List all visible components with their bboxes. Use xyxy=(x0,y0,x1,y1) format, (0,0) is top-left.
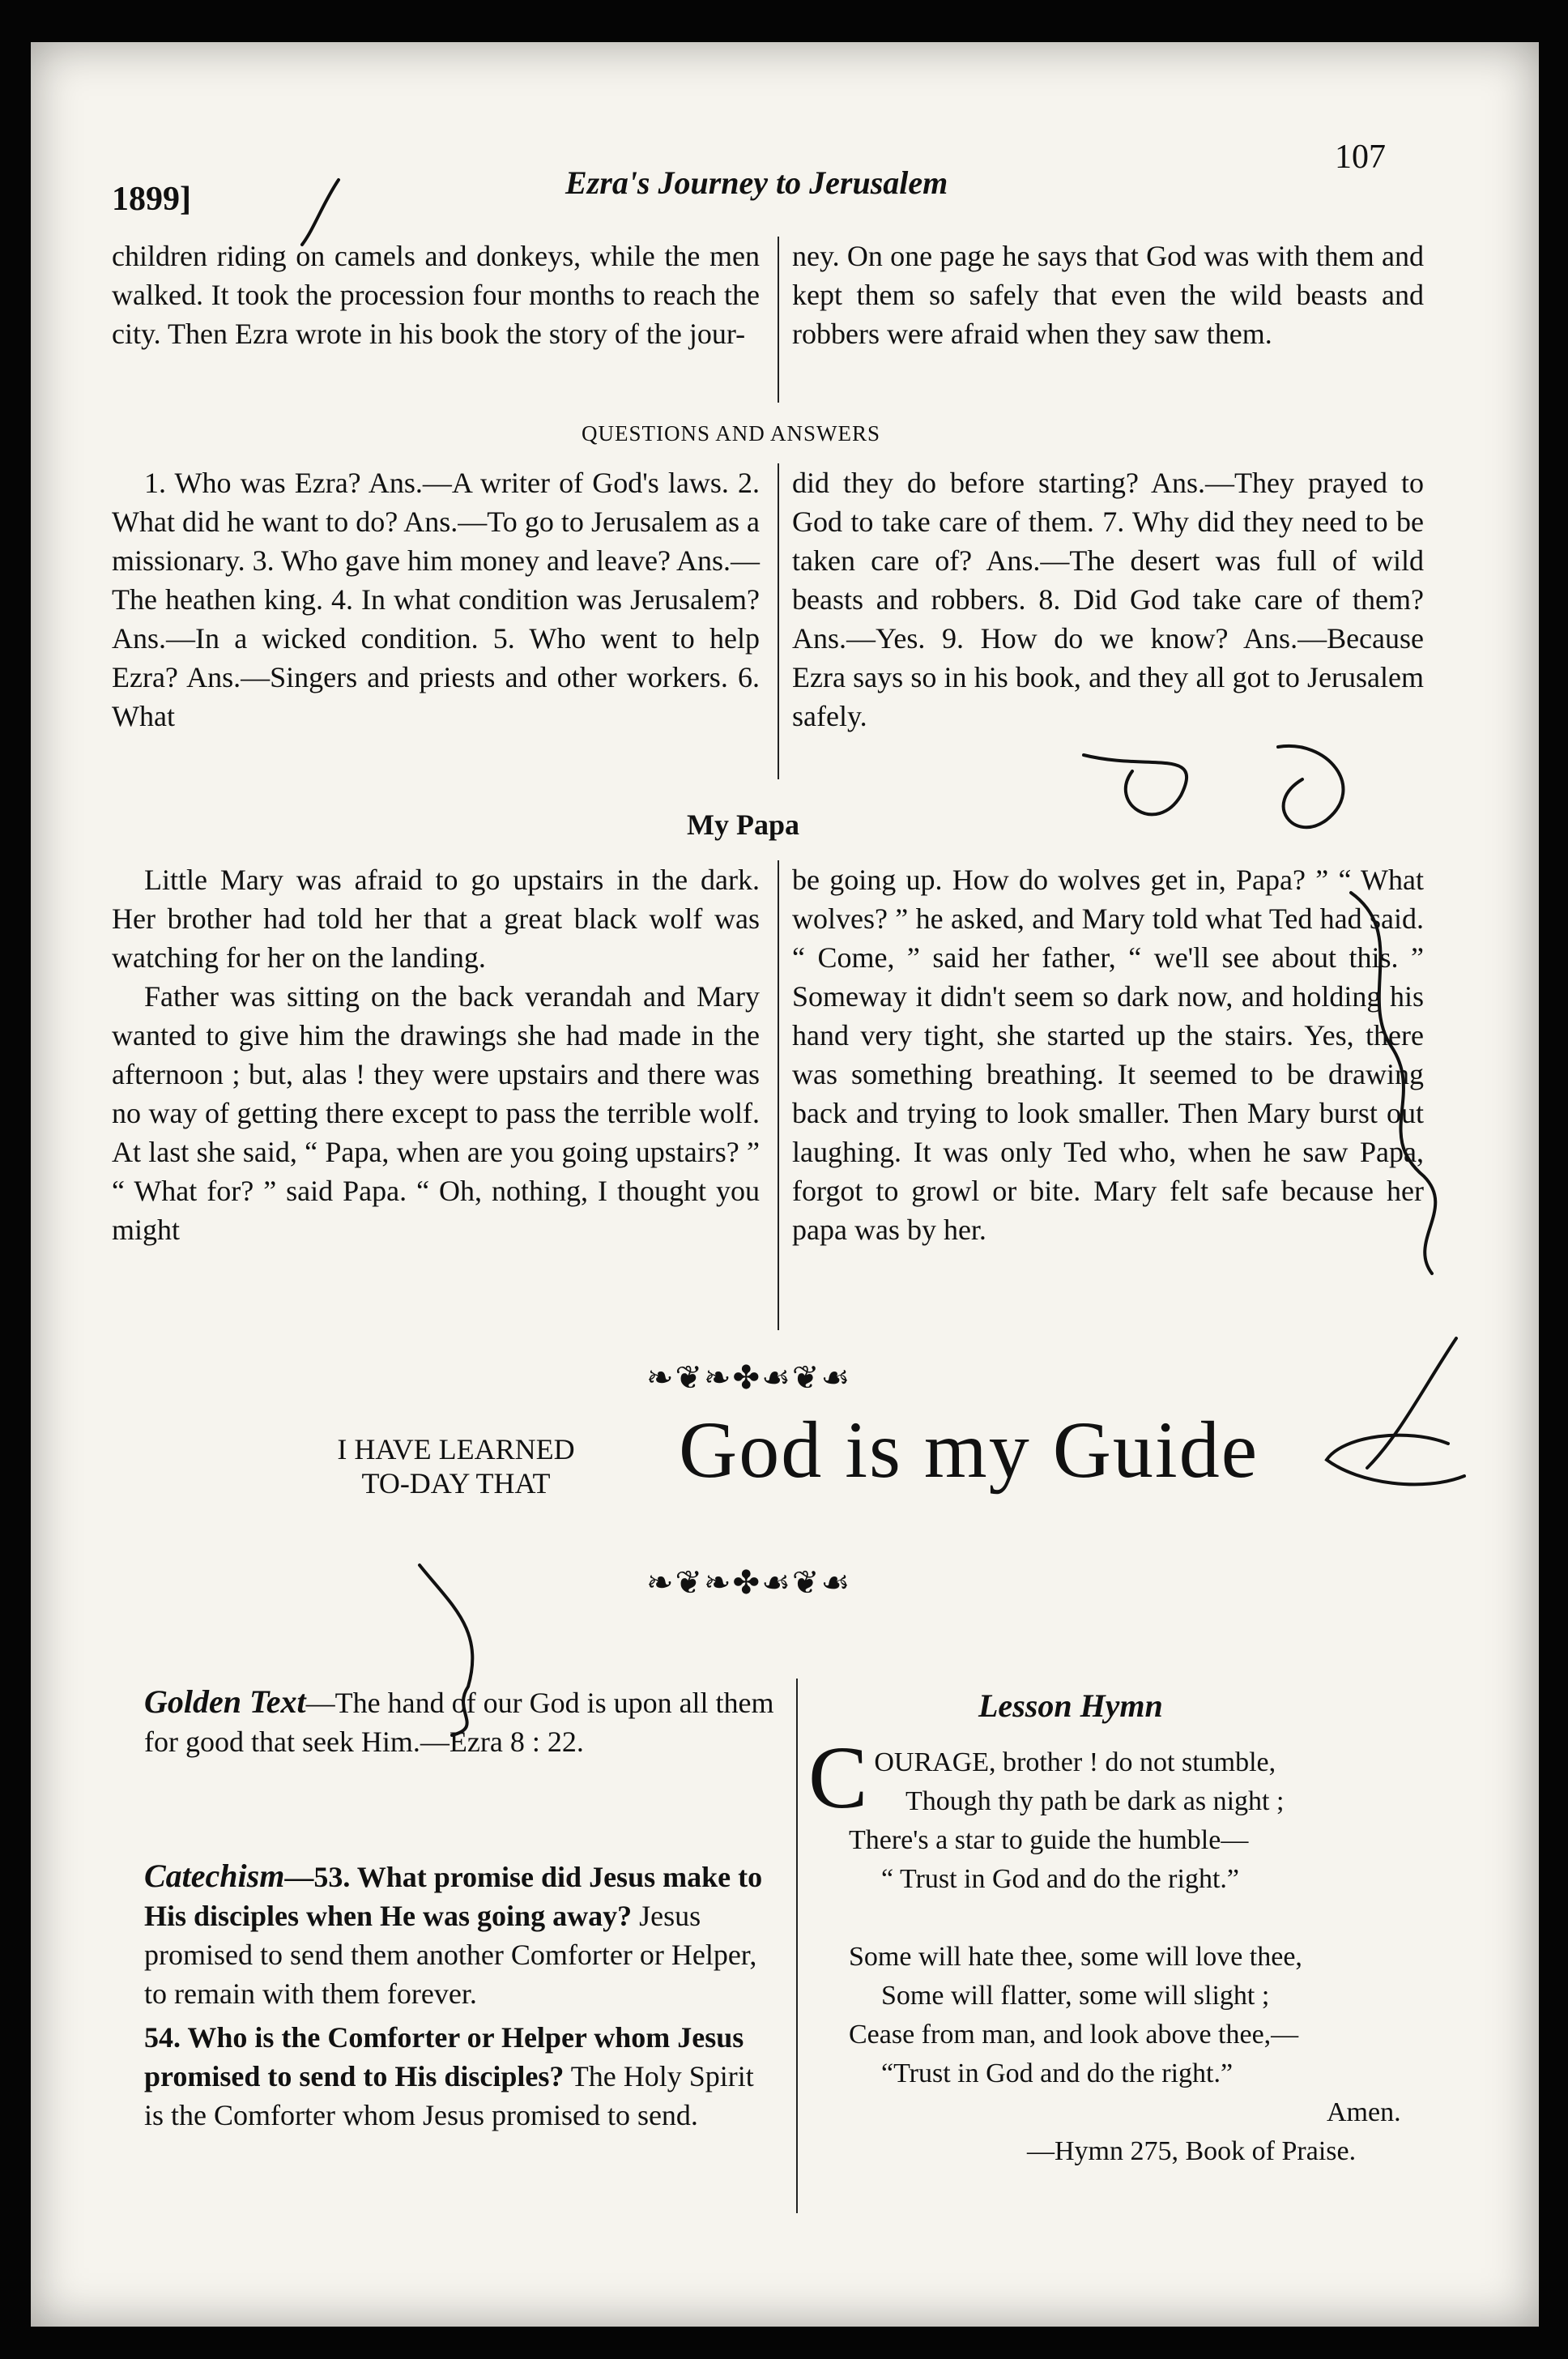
hymn-line-3: There's a star to guide the humble— xyxy=(849,1825,1249,1855)
scribble-hook xyxy=(1327,1435,1464,1485)
hymn-title: Lesson Hymn xyxy=(978,1687,1163,1724)
learned-line-1: I HAVE LEARNED xyxy=(337,1433,575,1465)
scribble-loop-2 xyxy=(1278,746,1343,827)
lesson-motto: God is my Guide xyxy=(679,1405,1259,1495)
hymn-line-4: “ Trust in God and do the right.” xyxy=(881,1864,1239,1894)
intro-right-text: ney. On one page he says that God was with them and kept them so safely that even the wild beasts and robbers were afraid when they saw them. xyxy=(792,240,1424,350)
hymn-line-1: OURAGE, brother ! do not stumble, xyxy=(874,1747,1276,1777)
page-number: 107 xyxy=(1335,139,1386,176)
qa-left-text: 1. Who was Ezra? Ans.—A writer of God's laws. 2. What did he want to do? Ans.—To go to Jerusalem as a missionary. 3. Who gave him money and leave? Ans.—The heathen king. 4. In what condition was Jerusalem? Ans.—In a wicked condition. 5. Who went to help Ezra? Ans.—Singers and priests and other workers. 6. What xyxy=(112,467,760,732)
running-title: Ezra's Journey to Jerusalem xyxy=(565,164,948,201)
learned-line-2: TO-DAY THAT xyxy=(361,1467,551,1499)
hymn-line-7: Cease from man, and look above thee,— xyxy=(849,2020,1299,2050)
scribble-slash-1 xyxy=(1367,1338,1456,1468)
book-page xyxy=(31,42,1539,2327)
intro-left-text: children riding on camels and donkeys, while the men walked. It took the procession four months to reach the city. Then Ezra wrote in his book the story of the jour- xyxy=(112,240,760,350)
hymn-dropcap: C xyxy=(808,1728,868,1827)
catechism-a54: The Holy Spirit is the Comforter whom Jesus promised to send. xyxy=(144,2060,754,2131)
header-year: 1899] xyxy=(112,181,191,218)
pen-scribbles xyxy=(31,42,1539,2327)
hymn-line-8: “Trust in God and do the right.” xyxy=(881,2058,1234,2088)
catechism-a53: Jesus promised to send them another Comforter or Helper, to remain with them forever. xyxy=(144,1900,757,2010)
qa-heading: QUESTIONS AND ANSWERS xyxy=(582,421,881,446)
scribble-squiggle xyxy=(420,1565,472,1735)
catechism-q53: —53. What promise did Jesus make to His disciples when He was going away? xyxy=(144,1861,763,1932)
story-left-paragraph-1: Little Mary was afraid to go upstairs in the dark. Her brother had told her that a great black wolf was watching for her on the landing. xyxy=(112,864,760,974)
qa-right-text: did they do before starting? Ans.—They prayed to God to take care of them. 7. Why did they need to be taken care of? Ans.—The desert was full of wild beasts and robbers. 8. Did God take care of them? Ans.—Yes. 9. How do we know? Ans.—Because Ezra says so in his book, and they all got to Jerusalem safely. xyxy=(792,467,1424,732)
hymn-line-5: Some will hate thee, some will love thee, xyxy=(849,1942,1302,1972)
story-right-text: be going up. How do wolves get in, Papa? ” “ What wolves? ” he asked, and Mary told what Ted had said. “ Come, ” said her father, “ we'll see about this. ” Someway it didn't seem so dark now, and holding his hand very tight, she started up the stairs. Yes, there was something breathing. It seemed to be drawing back and trying to look smaller. Then Mary burst out laughing. It was only Ted who, when he saw Papa, forgot to growl or bite. Mary felt safe because her papa was by her. xyxy=(792,864,1424,1246)
hymn-amen: Amen. xyxy=(1327,2097,1401,2127)
story-left-paragraph-2: Father was sitting on the back verandah and Mary wanted to give him the drawings she had made in the afternoon ; but, alas ! they were upstairs and there was no way of getting there except to pass the terrible wolf. At last she said, “ Papa, when are you going upstairs? ” “ What for? ” said Papa. “ Oh, nothing, I thought you might xyxy=(112,980,760,1246)
hymn-source: —Hymn 275, Book of Praise. xyxy=(1027,2136,1357,2166)
ornament-divider-top: ❧❦❧✤☙❦☙ xyxy=(646,1359,852,1396)
scribble-curve xyxy=(1351,893,1435,1273)
scribble-loop-1 xyxy=(1084,755,1187,814)
hymn-line-6: Some will flatter, some will slight ; xyxy=(881,1981,1270,2011)
golden-text-body: —The hand of our God is upon all them for good that seek Him.—Ezra 8 : 22. xyxy=(144,1687,774,1758)
catechism-q54: 54. Who is the Comforter or Helper whom Jesus promised to send to His disciples? xyxy=(144,2021,744,2092)
hymn-line-2: Though thy path be dark as night ; xyxy=(905,1786,1285,1816)
ornament-divider-bottom: ❧❦❧✤☙❦☙ xyxy=(646,1564,852,1601)
golden-text-label: Golden Text xyxy=(144,1683,306,1720)
story-heading: My Papa xyxy=(687,808,799,841)
scribble-tick xyxy=(302,180,339,245)
catechism-label: Catechism xyxy=(144,1858,285,1894)
